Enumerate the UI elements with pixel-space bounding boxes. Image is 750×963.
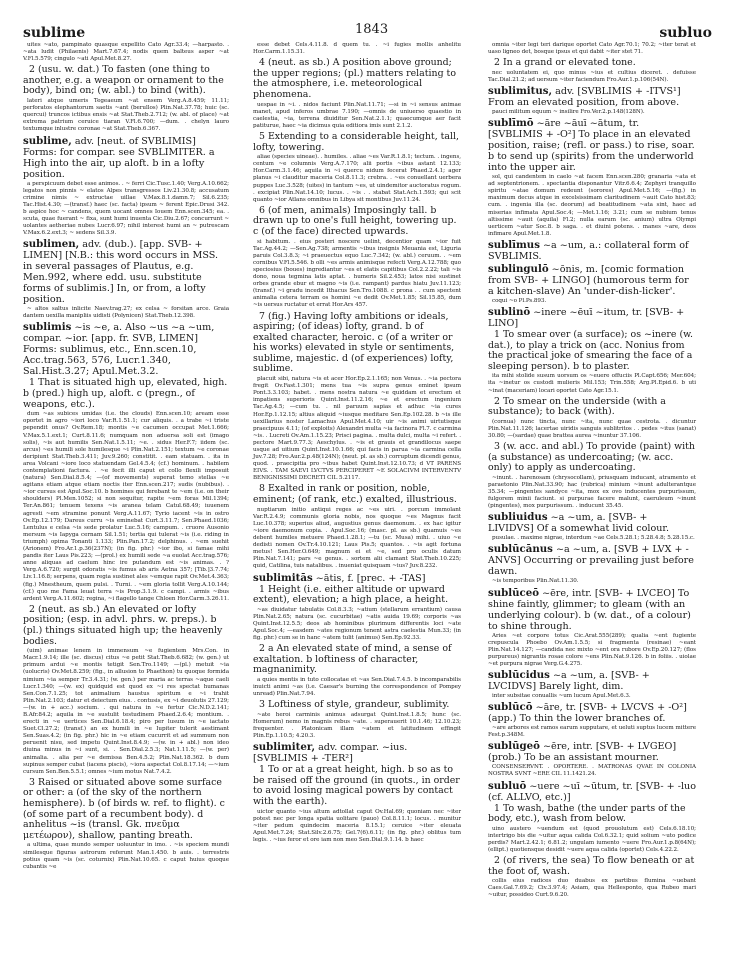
headword: sublimis — [23, 321, 72, 334]
citation-block: ~are arbores est ramos earum supputare, et ueluti suptus lucem mittere Fest.p.348M. — [488, 725, 696, 739]
citation-block: uictor quanto ~ius altum adtollat caput Ov.Hal.69; quoniam nec ~iter potest nec per longa spatia uolitare (pauo) Col.8.11.1; locus. . munitur ~iter pedum quindecim maceria 8.15.1; ceruice ~iter eleuata Apul.Met.7.24; Stat.Silv.2.6.75; Gel.7(6).6.11; (in fig. phr.) oblitus tum legis. . ~ius feror et ore iam non meo Sen.Dial.9.1.14. b haec — [253, 808, 461, 843]
citation-block: CONSENSERVNT. . OPORTERE. . MATRONAS QVAE IN COLONIA NOSTRA SVNT ~ERE CIL 11.1421.24. — [488, 764, 696, 778]
entry-definition-intro: ~a ~um, a. [SVB- + LIVIDVS] Of a somewhat livid colour. — [488, 512, 669, 535]
citation-block: ~ate heroi carminis animus adsurgat Quint.Inst.1.8.5; hunc (sc. Homerum) nemo in magnis rebus ~ate. . superauerit 10.1.46; 12.10.23; frequenter. . Platonicam illam ~atem et latitudinem effingit Plin.Ep.1.10.5; 4.20.3. — [253, 711, 461, 740]
entry-headword-line — [488, 544, 696, 577]
headword: sublūceō — [488, 586, 540, 599]
sense-definition: 6 (of men, animals) Imposingly tall. b drawn up to one's full height, towering up. c (of the face) directed upwards. — [253, 204, 457, 237]
sense-definition: 1 To or at a great height, high. b so as to be raised off the ground (in quots., in order to avoid losing magical powers by contact with the earth). — [253, 764, 460, 807]
entry-headword-line — [488, 670, 696, 692]
entry-headword-line — [488, 588, 696, 632]
headword: sublūcānus — [488, 543, 553, 556]
entry-headword-line — [488, 781, 696, 803]
sense-definition: 7 (fig.) Having lofty ambitions or ideals, aspiring; (of ideas) lofty, grand. b of exalted character, heroic. c (of a writer or his works) elevated in style or sentiments, sublime, majestic. d (of experiences) lofty, sublime. — [253, 310, 455, 375]
citation-block: si habitum. . eius posteri noscere uelint, decentior quam ~ior fuit Tac.Ag.44.2; —Sen.Ag.738; armentis ~ibus insignis Meuania est, Liguria paruis Col.3.8.3; ~i praeuectus equo Luc.7.342; (w. abl.) ceruum. . ~em cornibus V.Fl.5.546. b olli ~es armis animisque refecti Verg.A.12.788; quo speciosius (boues) ingrediantur ~es et elatis capitibus Col.2.2.22; tali ~is dono, noua tegmina latis aptat. . humeris Sil.2.453; latos nisi sustinet orbes grande ebur et magno ~is (i.e. rampant) pardus hiatu Juv.11.123; (transf.) ~i gradu incedit Ithacus Sen.Tro.1088. c prona . . cum spectent animalia cetera terram os homini ~e dedit Ov.Met.1.85; Sil.15.85, dum ~is uersus ructatur et errat Hor.Ars 457. — [253, 238, 461, 309]
headword: sublingulō — [488, 262, 549, 275]
column-right — [488, 42, 696, 902]
citation-block: (uim) animae lenem in immensum ~e fugientem Mrs.Con. in Macr.1.9.14; ille (sc. discus) citus ~e petit Stat.Theb.6.682; (w. gen.) ut primum ardui ~e montis tetigit Sen.Tro.1149; —(pl.) metuit ~ia (uolucris) Ov.Met.8.259; (fig., in allusion to Phaethon) tu quoque formida nimium ~ia semper Tr.3.4.31; (w. gen.) per maria ac terras ~aque caeli Lucr.1.340; —(w. ex) quidquid est quod ex ~i res spectat humanas Sen.Con.7.1.25; tot animalium haustus spiritum e ~i trahit Plin.Nat.2.103; datur et deiectum eius. . contusis, ex ~i deuolutis 27.129; —(w. in + acc.) socium. . qui natura in ~e fertur Cic.N.D.2.141; B.Afr.84.2; aquila in ~e sustulit testudinem Phaed.2.6.4; montium. . erecti in ~e uertices Sen.Dial.6.18.4; piro per lusum in ~e iactato Suet.Cl.27.2; (transf.) an ex humili in ~e Iupiter tulerit aestimant Sen.Suas.4.2; (in fig. phr.) hic in ~e etiam cucurrit et ad summum non peruenit nisu, sed impetu Quint.Inst.8.4.9; —(w. in + abl.) non ideo diuina minus in ~i sunt, si. . Sen.Dial.2.5.3; Nat.1.11.5; —(w. per) animalia. . alia per ~e demissa Ben.4.5.2; Plin.Nat.18.362. b dum supinus semper cubat (iacens piscis), ~iora aspectat Col.8.17.14; —~ium cursum Sen.Ben.5.5.1; omnes ~ium motus Nat.7.4.2. — [23, 648, 229, 775]
headword: sublūgeō — [488, 740, 540, 753]
citation-block: pusulae. . maxime nigrae, interdum ~ae Cels.5.28.1; 5.28.4.8; 5.28.15.c. — [492, 535, 695, 542]
headword: sublūcō — [488, 701, 533, 714]
citation-block: coqui ~o Pl.Ps.893. — [492, 297, 547, 304]
entry-definition-intro: ~ēre, intr. [SVB- + LVCEO] To shine faintly, glimmer; to gleam (with an underlying colour). b (w. dat., of a colour) to shine through. — [488, 587, 691, 632]
headword: sublimen, — [23, 238, 80, 251]
sense-definition: 1 To smear over (a surface); os ~inere (w. dat.), to play a trick on (acc. Nonius from the practical joke of smearing the face of a sleeping person). b to plaster. — [488, 329, 693, 372]
entry-headword-line — [23, 136, 229, 180]
sense-definition: 2 (usu. w. dat.) To fasten (one thing to another, e.g. a weapon or ornament to the body), bind on; (w. abl.) to bind (with). — [23, 64, 224, 97]
sense-definition: 8 Exalted in rank or position, noble, eminent; (of rank, etc.) exalted, illustrious. — [253, 483, 457, 506]
headword: sublimitus, — [488, 84, 553, 97]
sense-definition: 2 In a grand or elevated tone. — [494, 57, 636, 69]
entry-definition-intro: ~ōnis, m. [comic formation from SVB- + LINGO] (humorous term for a kitchen-slave) An 'under-dish-licker'. — [488, 263, 689, 297]
entry-headword-line — [23, 239, 229, 305]
entry-definition-intro: ~a ~um, a. [SVB + LVX + -ANVS] Occurring or prevailing just before dawn. — [488, 544, 694, 578]
sense-definition: 4 (neut. as sb.) A position above ground; the upper regions; (pl.) matters relating to the atmosphere, i.e. meteorological phenomena. — [253, 57, 456, 100]
citation-block: dum ~as subices umidas (i.e. the clouds) Enn.scen.10; aream esse oportet in agro ~iori loco Var.R.1.51.1; cur aliquis. . a trabe ~i triste pependit onus? Ov.Rem.18; montis ~e cacumen occupat Met.1.666; V.Max.5.1.ext.1; Curt.8.11.6; numquam non aduersa soli est (imago solis), ~is aut humilis Sen.Nat.1.5.11; ~e. . sidus Her.F.7; iidem (sc. arcus) ~es humili sole humilesque ~i Plin.Nat.2.151; textum ~e coronae deripiunt Stat.Theb.3.411; Juv.9.260; constitit. . eam statuam. . ita in area Volcani ~iore loco statuendam Gel.4.5.4; (cf.) hominum. . habilem contemplationi factura. . ~e fecit illi caput et collo flexili imposuit (natura) Sen.Dial.8.5.4; —(of movements) superat temo stellas ~e agitans etiam atque etiam noctis iter Enn.scen.217; sudis (nubibus). . ~ior cursus est Apul.Soc.10. b homines qui ferebant te ~em (i.e. on their shoulders) Pl.Men.1052; si non sequitur, rapite ~em foras Mil.1394; Ter.An.861; tenuem texens ~is aranea telam Catul.68.49; iuuenem agresti ~em stramine ponunt Verg.A.11.67; Tyrio iacent ~is in ostro Ov.Ep.12.179; Dareus curru ~is eminebat Curt.3.11.7; Sen.Phaed.1036; Lentulus e celsa ~is sede prolatur Luc.5.16; campum. . cruore Ausonio mersum ~is Iapyga cernam Sil.1.51; tertia qui tulerat ~is (i.e. riding in triumph) opima Tonanti 1.133; Plin.Pan.17.2; delphinus. . ~em suehit (Arionem) Fro.Ar.1.p.36(237N); (in fig. phr.) ~ior ibo, si famae mihi pandis iter Laus Pis.223; —(prol.) ex humili sede ~a euolat Acc.trag.576; anne aliquas ad caelum hinc ire putandum est ~is animas. . ? Verg.A.6.720; surgit odoratis ~is fumus ab aris Aetna 357; [Tib.]3.7.74; Liv.1.16.8; serpens, quam regia sustinet ales ~emque rapit Ov.Met.4.363; (fig.) Mnestheum, quem pulsi. . Turni. . ~em gloria tollit Verg.A.10.144; (cf.) quo me Fama leuat terra ~is Prop.3.1.9. c campi. . armis ~ibus ardent Verg.A.11.602; regina, ~i flagello tange Chloen Hor.Carm.3.26.11. — [23, 411, 229, 602]
entry-definition-intro: ~inere ~ēuī ~itum, tr. [SVB- + LINO] — [488, 307, 685, 329]
sense-definition: 1 To wash, bathe (the under parts of the body, etc.), wash from below. — [488, 802, 686, 825]
citation-block: collis eius radices duo duabus ex partibus flumina ~uebant Caes.Gal.7.69.2; Civ.3.97.4; Asiam, qua Hellesponto, qua Rubeo mari ~uitur, possideo Curt.9.6.20. — [488, 878, 696, 899]
entry-headword-line — [253, 742, 461, 764]
sense-definition: 2 (of rivers, the sea) To flow beneath or at the foot of, wash. — [488, 855, 695, 877]
entry-definition-intro: adv. [neut. of SVBLIMIS] Forms: for compar. see SVBLIMITER. a High into the air, up aloft. b in a lofty position. — [23, 135, 215, 180]
running-head-left: sublime — [23, 25, 86, 41]
citation-block: (cornua) nunc tincta, nunc ~ita, nunc quae cestrota. . dicuntur Plin.Nat.11.126; lacertae uiridis sanguis sublitritos . . pedes ~itus (sanat) 30.80; —(sardae) quae brattea aurea ~inuntur 37.106. — [488, 418, 696, 440]
sense-definition: 1 That is situated high up, elevated, high. b (pred.) high up, aloft. c (pregn., of weapons, etc.). — [23, 377, 228, 410]
citation-block: nuptiarum initio antiqui reges ac ~es uiri. . porcum immolant Var.R.2.4.9; communis gloria nobis, nos quoque ~es Magnus facit Luc.10.378; superius aliud, augustius genus daemonum. . ex hac igitur ~iore daemonum copia. . Apul.Soc.16; (masc. pl. as sb.) quamuis ~es debent humiles metuere Phaed.1.28.1; —tu (sc. Musa) mihi. . uiuo ~e dedisti nomen Ov.Tr.4.10.121; Laus Pis.5; quantos. . ~is agit fortuna metus! Sen.Her.O.649; magnum ei et ~e, sed pro oculis datum Plin.Nat.7.141; pars ~e genus. . sortem alii clamant Stat.Theb.10.225; quid, Catilina, tuis natalibus. . inueniat quisquam ~ius? Juv.8.232. — [253, 506, 461, 570]
citation-block: a ultima, quae mundo semper uoluuntur in imo. . ~is speciem mundi similesque figuras astrorum referunt Man.1.450. b auis. . terrestris potius quam ~is (sc. coturnix) Plin.Nat.10.65. c caput huius quoque cubantis ~e — [23, 842, 229, 870]
citation-block: ita mihi stolide susum uorsum os ~euere offuciis Pl.Capt.656; Mer.604; ita ~inetur os custodi mulieris Mil.153; Trin.558; Arg.Pl.Epid.6. b uti ~inat (maceriam) locari oportet Cato Agr.15.1. — [488, 373, 696, 394]
citation-block: inter subsitae conuallis ~um lucum Apul.Met.6.3. — [492, 693, 631, 700]
citation-block: ~inunt. . harenosam (chrysocollam), priusquam inducant, atramento et paraetonio Plin.Nat.33.90; hac (rubrica) minium ~inunt adulterantque 35.34; —pingentes sandyce ~ita, mox ex ovo inducentes purpurissum, fulgorem minii faciunt. si purpurae facere malunt, caeruleum ~inunt (pingentes), mox purpurissum. . inducunt 35.45. — [488, 474, 696, 510]
sense-definition: 1 Height (i.e. either altitude or upward extent), elevation; a high place, a height. — [253, 583, 449, 606]
entry-definition-intro: ~a ~um, a.: collateral form of SVBLIMIS. — [488, 239, 689, 262]
citation-block: pauci militum equum ~ insilire Fro.Ver.2.p.148(128N). — [492, 108, 645, 115]
entry-headword-line — [488, 240, 696, 262]
citation-block: esse debet Cels.4.11.8. d quem tu. . ~i fugies mollis anhelitu Hor.Carm.1.15.31. — [253, 42, 461, 56]
entry-definition-intro: ~āre ~āuī ~ātum, tr. [SVBLIMIS + -O²] To place in an elevated position, raise; (refl. or pass.) to rise, soar. b to send up (spirits) from the underworld into the upper air. — [488, 118, 695, 174]
column-middle — [253, 42, 461, 846]
entry-headword-line — [488, 741, 696, 763]
sense-definition: 2 To smear on the underside (with a substance); to back (with). — [488, 395, 666, 418]
running-head-right: subluo — [659, 25, 712, 41]
sense-definition: 3 (w. acc. and abl.) To provide (paint) with (a substance) as undercoating; (w. acc. only) to apply as undercoating. — [488, 441, 695, 474]
entry-definition-intro: adv. (dub.). [app. SVB- + LIMEN] [N.B.: this word occurs in MSS. in several passages of Plautus, e.g. Men.992, where edd. usu. substitute forms of sublimis.] In, or from, a lofty position. — [23, 239, 219, 306]
citation-block: ~ altos saltus inlicite Naev.trag.27; ex celsa ~ forsitan arce. Graia dantem uexilla manipliis uidisti (Polynicen) Stat.Theb.12.398. — [23, 306, 229, 320]
entry-headword-line — [488, 512, 696, 534]
entry-definition-intro: ~ātis, f. [prec. + -TAS] — [312, 572, 426, 584]
entry-definition-intro: ~a ~um, a. [SVB- + LVCIDVS] Barely light, dim. — [488, 670, 650, 693]
sense-definition: 2 (neut. as sb.) An elevated or lofty position; (esp. in advl. phrs. w. preps.). b (pl.) things situated high up; the heavenly bodies. — [23, 603, 223, 647]
entry-headword-line — [488, 86, 696, 108]
citation-block: lateri atque umeris Tegeaeum ~at ensem Verg.A.8.459; 11.11; perforatos elephantorum saetis ~ant (berullos) Plin.Nat.37.78; huic (sc. quercui) truncos ictibus ensis ~at Stat.Theb.2.712; (w. abl. of place) ~at extrema patrium ceruice tiaran V.Fl.6.700; —dum. . chelyn lauro textumque inlustre coronae ~at Stat.Theb.6.367. — [23, 98, 229, 133]
citation-block: uespae in ~i. . nidos faciunt Plin.Nat.11.71; —si in ~i sensus animae manet, apud inferos umbrae 7.190; —omnis de uniuerso quaestio in caelestia, ~ia, terrena diuiditur Sen.Nat.2.1.1; quaecumque aer facit patiturue, haec ~ia dicimus quia editiora imis sunt 2.1.2. — [253, 101, 461, 129]
headword: sublūcidus — [488, 669, 550, 682]
headword: sublīmus — [488, 238, 540, 251]
citation-block: uites ~ato, pampinato quasque expellito Cato Agr.33.4; —harpasto. . ~ata ludit (Philaenis) Mart.7.67.4; nodis quem balteus asper ~at V.Fl.5.579; cingulo ~ati Apul.Met.8.27. — [23, 42, 229, 63]
headword: sublinō — [488, 306, 531, 318]
entry-headword-line — [488, 307, 696, 329]
entry-headword-line — [488, 118, 696, 173]
entry-headword-line — [488, 702, 696, 724]
sense-definition: 2 a An elevated state of mind, a sense of exaltation. b loftiness of character, magnanimity. — [253, 643, 452, 676]
citation-block: a quies mentis in tuto collocatae et ~as Sen.Dial.7.4.5. b incomparabilis inuicti animi ~as (i.e. Caesar's burning the correspondence of Pompey unread) Plin.Nat.7.94. — [253, 676, 461, 698]
headword: subluō — [488, 779, 527, 792]
entry-definition-intro: adv. compar. ~ius. [SVBLIMIS + -TER²] — [253, 742, 408, 765]
citation-block: omnia ~iter legi teri darique oportet Cato Agr.70.1; 70.2; ~iter terat et uaso ligneo det, bosque ipsus et qui dabit ~iter stet 71. — [488, 42, 696, 56]
citation-block: a perspicuum debet esse animos. . ~ ferri Cic.Tusc.1.40; Verg.A.10.662; legatos non pinnis ~ elatos Alpes transgressos Liv.21.30.8; accusatum crimine nimis ~ extructae uillae V.Max.8.1.damn.7; Sil.6.235; Tac.Hist.4.30; —(transf.) haec (sc. facta) ipsum ~ ferent Epic.Drusi 342. b aspice hoc ~ candens, quem uocant omnes Iouem Enn.scen.345; ea. . scuta, quae fuerant ~ fixa, sunt humi inuenta Cic.Diu.2.67; concurrunt ~ uolantes aetheriae nubes Lucr.6.97; nihil interest humi an ~ putrescam V.Max.6.2.ext.3; ~ sedens Sil.3.9. — [23, 180, 229, 237]
page-number: 1843 — [355, 22, 389, 37]
citation-block: ~is temporibus Plin.Nat.11.30. — [492, 578, 579, 585]
headword: sublimiter, — [253, 741, 316, 754]
sense-definition: 3 Loftiness of style, grandeur, sublimity. — [259, 699, 450, 711]
headword: sublīmō — [488, 117, 534, 130]
entry-headword-line — [23, 322, 229, 377]
sense-definition: 3 Raised or situated above some surface or other: a (of the sky of the northern hemisphere). b (of birds w. ref. to flight). c (of some part of a recumbent body). d anhelitus ~is (transl. Gk. πνεῦμα μετέωρον), shallow, panting breath. — [23, 776, 225, 841]
citation-block: uino austero ~uendum est (quod prouolutum est) Cels.6.18.10; intertrigo bis die ~uitur aqua calida Col.6.32.1; quid solium ~uto podice perdis? Mart.2.42.1; 6.81.2; ungulam iumento ~uere Fro.Aur.1.p.8(64N); (ellipt.) quotiensque desidit ~uere aqua calida (oportet) Cels.4.22.2. — [488, 825, 696, 853]
column-left — [23, 42, 229, 873]
entry-definition-intro: ~uere ~uī ~ūtum, tr. [SVB- + -luo (cf. ALLVO, etc.)] — [488, 780, 696, 803]
citation-block: nec uoluntatem ei, quo minus ~ius et cultius diceret. . defuisse Tac.Dial.21.2; ad uersum ~iter faciendum Fro.Aur.1.p.106(54N). — [488, 69, 696, 83]
citation-block: Aries ~et corpore totus Cic.Arat.555(289); qualia ~ent fugiente crepuscula Phoebo Ov.Am.1.5.5; si fragmenta (resinae) ~eant Plin.Nat.14.127; —candida nec mixto ~ent ora rubore Ov.Ep.20.127; (flos purpureus) nigrantis rosae colore ~ens Plin.Nat.9.126. b in foliis. . uiolae ~et purpura nigrae Verg.G.4.275. — [488, 632, 696, 667]
headword: sublimitās — [253, 571, 313, 584]
headword: subliuidus — [488, 511, 548, 524]
entry-definition-intro: adv. [SVBLIMIS + -ITVS¹] From an elevated position, from above. — [488, 85, 681, 108]
entry-headword-line — [488, 264, 696, 297]
sense-definition: 5 Extending to a considerable height, tall, lofty, towering. — [253, 130, 459, 153]
entry-definition-intro: ~ēre, intr. [SVB- + LVGEO] (prob.) To be an assistant mourner. — [488, 741, 677, 764]
headword: sublime, — [23, 134, 72, 147]
citation-block: sol, qui candentem in caelo ~at facem Enn.scen.280; granaria ~ata et ad septentrionem. . spectantia disponantur Vitr.6.6.4; Zephyri tranquillo spiritu ~atae domum redeunt (sorores) Apul.Met.5.16; —(fig.) in maximum decus atque in excelsissimam claritudinem ~auit Cato hist.83; cum. . ingenia illa (sc. deorum) ad beatitudinem ~ata sint, haec ad miserias infimata Apul.Soc.4; —Met.1.16; 3.21; cum se nubium tenus altissime ~auit (aquila) Fl.2; nulla earum (sc. anium) ultra Olympi uerticem ~atur Soc.8. b saga. . et diuini potens. . manes ~are, deos infimare Apul.Met.1.8. — [488, 174, 696, 237]
entry-headword-line — [253, 573, 461, 584]
entry-definition-intro: ~is ~e, a. Also ~us ~a ~um, compar. ~ior. [app. fr. SVB, LIMEN] Forms: sublimus, etc., Enn.scen.10, Acc.trag.563, 576, Lucr.1.340, Sal.Hist.3.27; Apul.Met.3.2. — [23, 322, 215, 378]
citation-block: placuit sibi, natura ~is et acer Hor.Ep.2.1.165; non Venus. . ~ia pectora fregit Ov.Fast.1.301; mens tua ~is supra genus eminet ipsum Pont.3.3.103; habet. . mens nostra natura ~e quiddam et erectum et impatiens superioris Quint.Inst.11.2.16; ~e et erectum ingenium Tac.Ag.4.5; —cum tu. . nil paruum sapias et adhuc ~ia cures Hor.Ep.1.12.15; altius aliquid ~iusque meditare Sen.Ep.102.28. b ~is ille uexillarius noster Lamachus Apul.Met.4.10; uir ~is animi uirtutisque praecipuus 4.11; (of exploits) Alexandri multa ~ia facinora Fl.7. c carmina ~is. . Lucreti Ov.Am.1.15.23; Prisci pagina. . multa dulci, multa ~i refert. . pectore Mart.9.77.3; Aeschylus. . ~is et grauis et grandilocus saepe usque ad uitium Quint.Inst.10.1.66; qui facis in parua ~ia carmina cella Juv.7.28; Fro.Aur.2.p.48(124N); (neut. pl. as sb.) corruptum dicendi genus, quod. . praecipitia pro ~ibus habet Quint.Inst.12.10.73; d VT PARENS EIVS. . TAM SAEVI LVCTVS PERCIPERET ~E SOLACIVM INTERVENTV BENIGNISSIMI DECRETI CIL 5.2117. — [253, 376, 461, 482]
citation-block: ~as diuidatur tabulatis Col.8.3.3; ~atium (stellarum errantium) causa Plin.Nat.2.65; natura (sc. cucurbitae) ~atis auida 19.69; corporis ~as Quint.Inst.12.5.5; deos ab hominibus plurimum differentis loci ~ate Apul.Soc.4; —easdem ~ates regionum tenent astra caelestia Mun.33; (in fig. phr.) cum se in hanc ~atem tulit (animus) Sen.Ep.92.33. — [253, 606, 461, 642]
citation-block: aliae (species uineae). . humiles. . aliae ~es Var.R.1.8.1; tectum. . ingens, centum ~e columnis Verg.A.7.170; alii portis ~ibus astant 12.133; Hor.Carm.3.1.46; aquila in ~i quercu nidum fecerat Phaed.2.4.1; ager planus ~i clauditur maceria Col.8.11.3; crebra. . ~es conuellant uerbera puppes Luc.3.528; (uites) in tantum ~es, ut uindemitor auctoratus rogum. . excipiat Plin.Nat.14.10; lucus. . ~is . . stabat Stat.Ach.1.593; qui scit quanto ~ior Atlans omnibus in Libya sit montibus Juv.11.24. — [253, 154, 461, 203]
entry-definition-intro: ~āre, tr. [SVB- + LVCVS + -O²] (app.) To thin the lower branches of. — [488, 702, 687, 725]
